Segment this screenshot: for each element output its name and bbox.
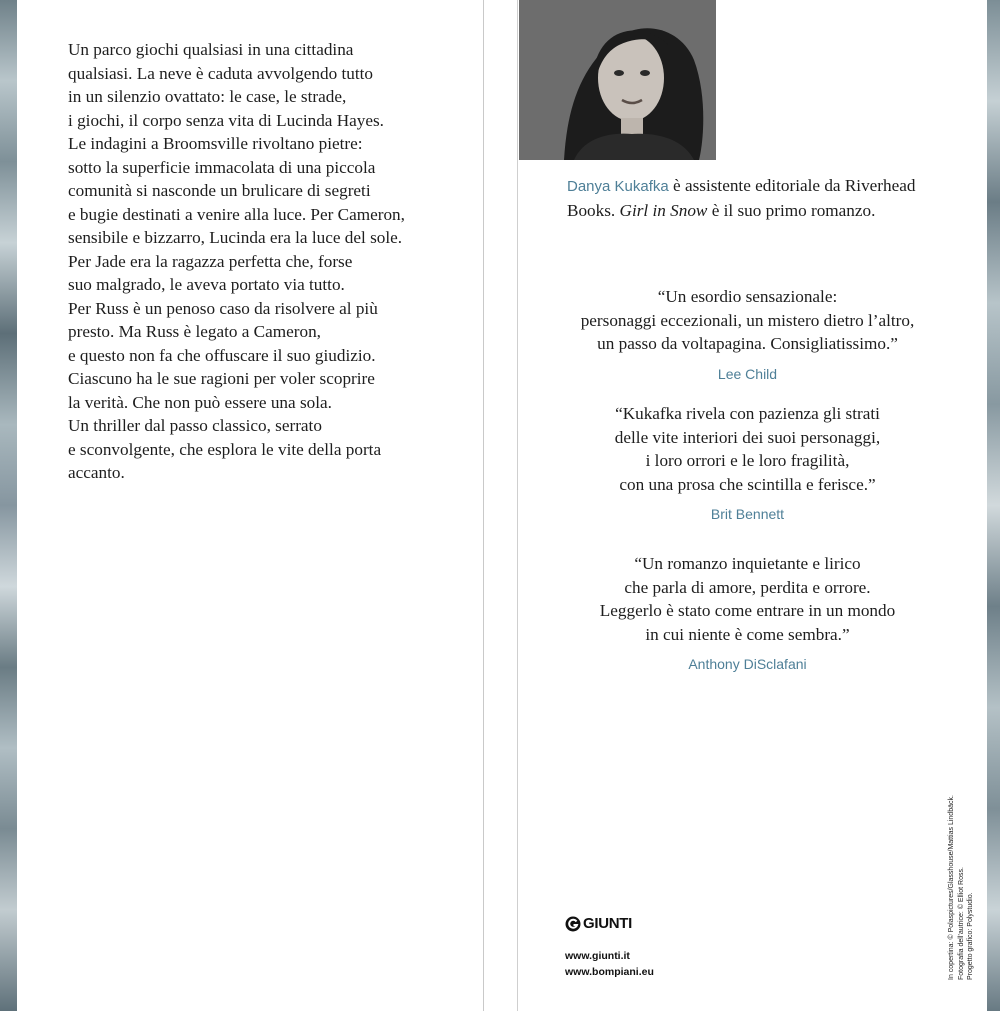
author-bio	[567, 174, 967, 223]
blurb-line: Ciascuno ha le sue ragioni per voler scoprire	[68, 369, 375, 388]
blurb-line: Per Russ è un penoso caso da risolvere al più	[68, 298, 378, 318]
credit-line: Fotografia dell’autrice: © Elliot Ross.	[957, 867, 965, 980]
blurb-line: la verità. Che non può essere una sola.	[68, 392, 332, 412]
publisher-url: www.bompiani.eu	[565, 966, 654, 978]
book-title: Girl in Snow	[619, 201, 708, 220]
bio-text: è il suo primo romanzo.	[707, 201, 876, 220]
giunti-logo-icon	[565, 916, 581, 932]
publisher-name: GIUNTI	[583, 915, 633, 932]
author-name: Danya Kukafka	[567, 178, 669, 195]
blurb-line: i giochi, il corpo senza vita di Lucinda Hayes.	[68, 110, 384, 130]
review-quote	[545, 552, 950, 677]
blurb-line: e bugie destinati a venire alla luce. Per Cameron,	[68, 204, 405, 224]
quote-author: Lee Child	[717, 365, 778, 382]
review-quote	[545, 402, 950, 527]
credit-line: Progetto grafico: Polystudio.	[967, 892, 974, 980]
blurb-line: accanto.	[68, 463, 125, 482]
author-portrait-icon	[519, 0, 716, 160]
quote-line: “Un esordio sensazionale:	[657, 287, 838, 306]
quote-line: con una prosa che scintilla e ferisce.”	[619, 474, 876, 494]
quote-line: personaggi eccezionali, un mistero dietro l’altro,	[580, 310, 915, 330]
quote-line: i loro orrori e le loro fragilità,	[645, 451, 850, 470]
blurb-line: Un thriller dal passo classico, serrato	[68, 416, 322, 435]
blurb-line: Per Jade era la ragazza perfetta che, forse	[68, 251, 353, 271]
quote-line: in cui niente è come sembra.”	[645, 624, 850, 644]
quote-line: delle vite interiori dei suoi personaggi,	[614, 427, 881, 447]
quote-line: Leggerlo è stato come entrare in un mondo	[599, 601, 896, 620]
flap-spine-line	[517, 0, 518, 1011]
flap-fold-line	[483, 0, 484, 1011]
quote-line: un passo da voltapagina. Consigliatissimo.”	[597, 334, 898, 353]
quote-line: “Un romanzo inquietante e lirico	[634, 554, 861, 573]
quote-line: “Kukafka rivela con pazienza gli strati	[615, 404, 880, 423]
quote-line: che parla di amore, perdita e orrore.	[624, 577, 871, 597]
cover-image-edge-right	[987, 0, 1000, 1011]
quote-author: Brit Bennett	[710, 506, 785, 522]
blurb-line: comunità si nasconde un brulicare di segreti	[68, 181, 371, 200]
credit-line: In copertina: © Polaspictures/Glasshouse/Mattias Lindbäck.	[948, 795, 955, 980]
blurb-line: Le indagini a Broomsville rivoltano pietre:	[68, 134, 363, 153]
blurb-line: qualsiasi. La neve è caduta avvolgendo tutto	[68, 63, 373, 83]
blurb-line: Un parco giochi qualsiasi in una cittadina	[68, 40, 354, 59]
blurb-line: e sconvolgente, che esplora le vite della porta	[68, 439, 382, 459]
blurb-line: e questo non fa che offuscare il suo giudizio.	[68, 345, 376, 365]
blurb-line: presto. Ma Russ è legato a Cameron,	[68, 322, 321, 341]
publisher-logo	[565, 915, 632, 932]
bio-text: Books.	[567, 201, 620, 220]
image-credits	[947, 795, 976, 980]
book-blurb	[68, 38, 468, 485]
blurb-line: sensibile e bizzarro, Lucinda era la luce del sole.	[68, 228, 403, 247]
blurb-line: sotto la superficie immacolata di una piccola	[68, 157, 376, 177]
blurb-line: suo malgrado, le aveva portato via tutto.	[68, 275, 345, 294]
publisher-urls	[565, 948, 654, 980]
bio-text: è assistente editoriale da Riverhead	[668, 176, 916, 195]
author-photo	[519, 0, 716, 160]
cover-image-edge-left	[0, 0, 17, 1011]
blurb-line: in un silenzio ovattato: le case, le strade,	[68, 87, 347, 106]
publisher-url: www.giunti.it	[565, 950, 630, 962]
quote-author: Anthony DiSclafani	[688, 656, 807, 672]
review-quote	[545, 285, 950, 386]
